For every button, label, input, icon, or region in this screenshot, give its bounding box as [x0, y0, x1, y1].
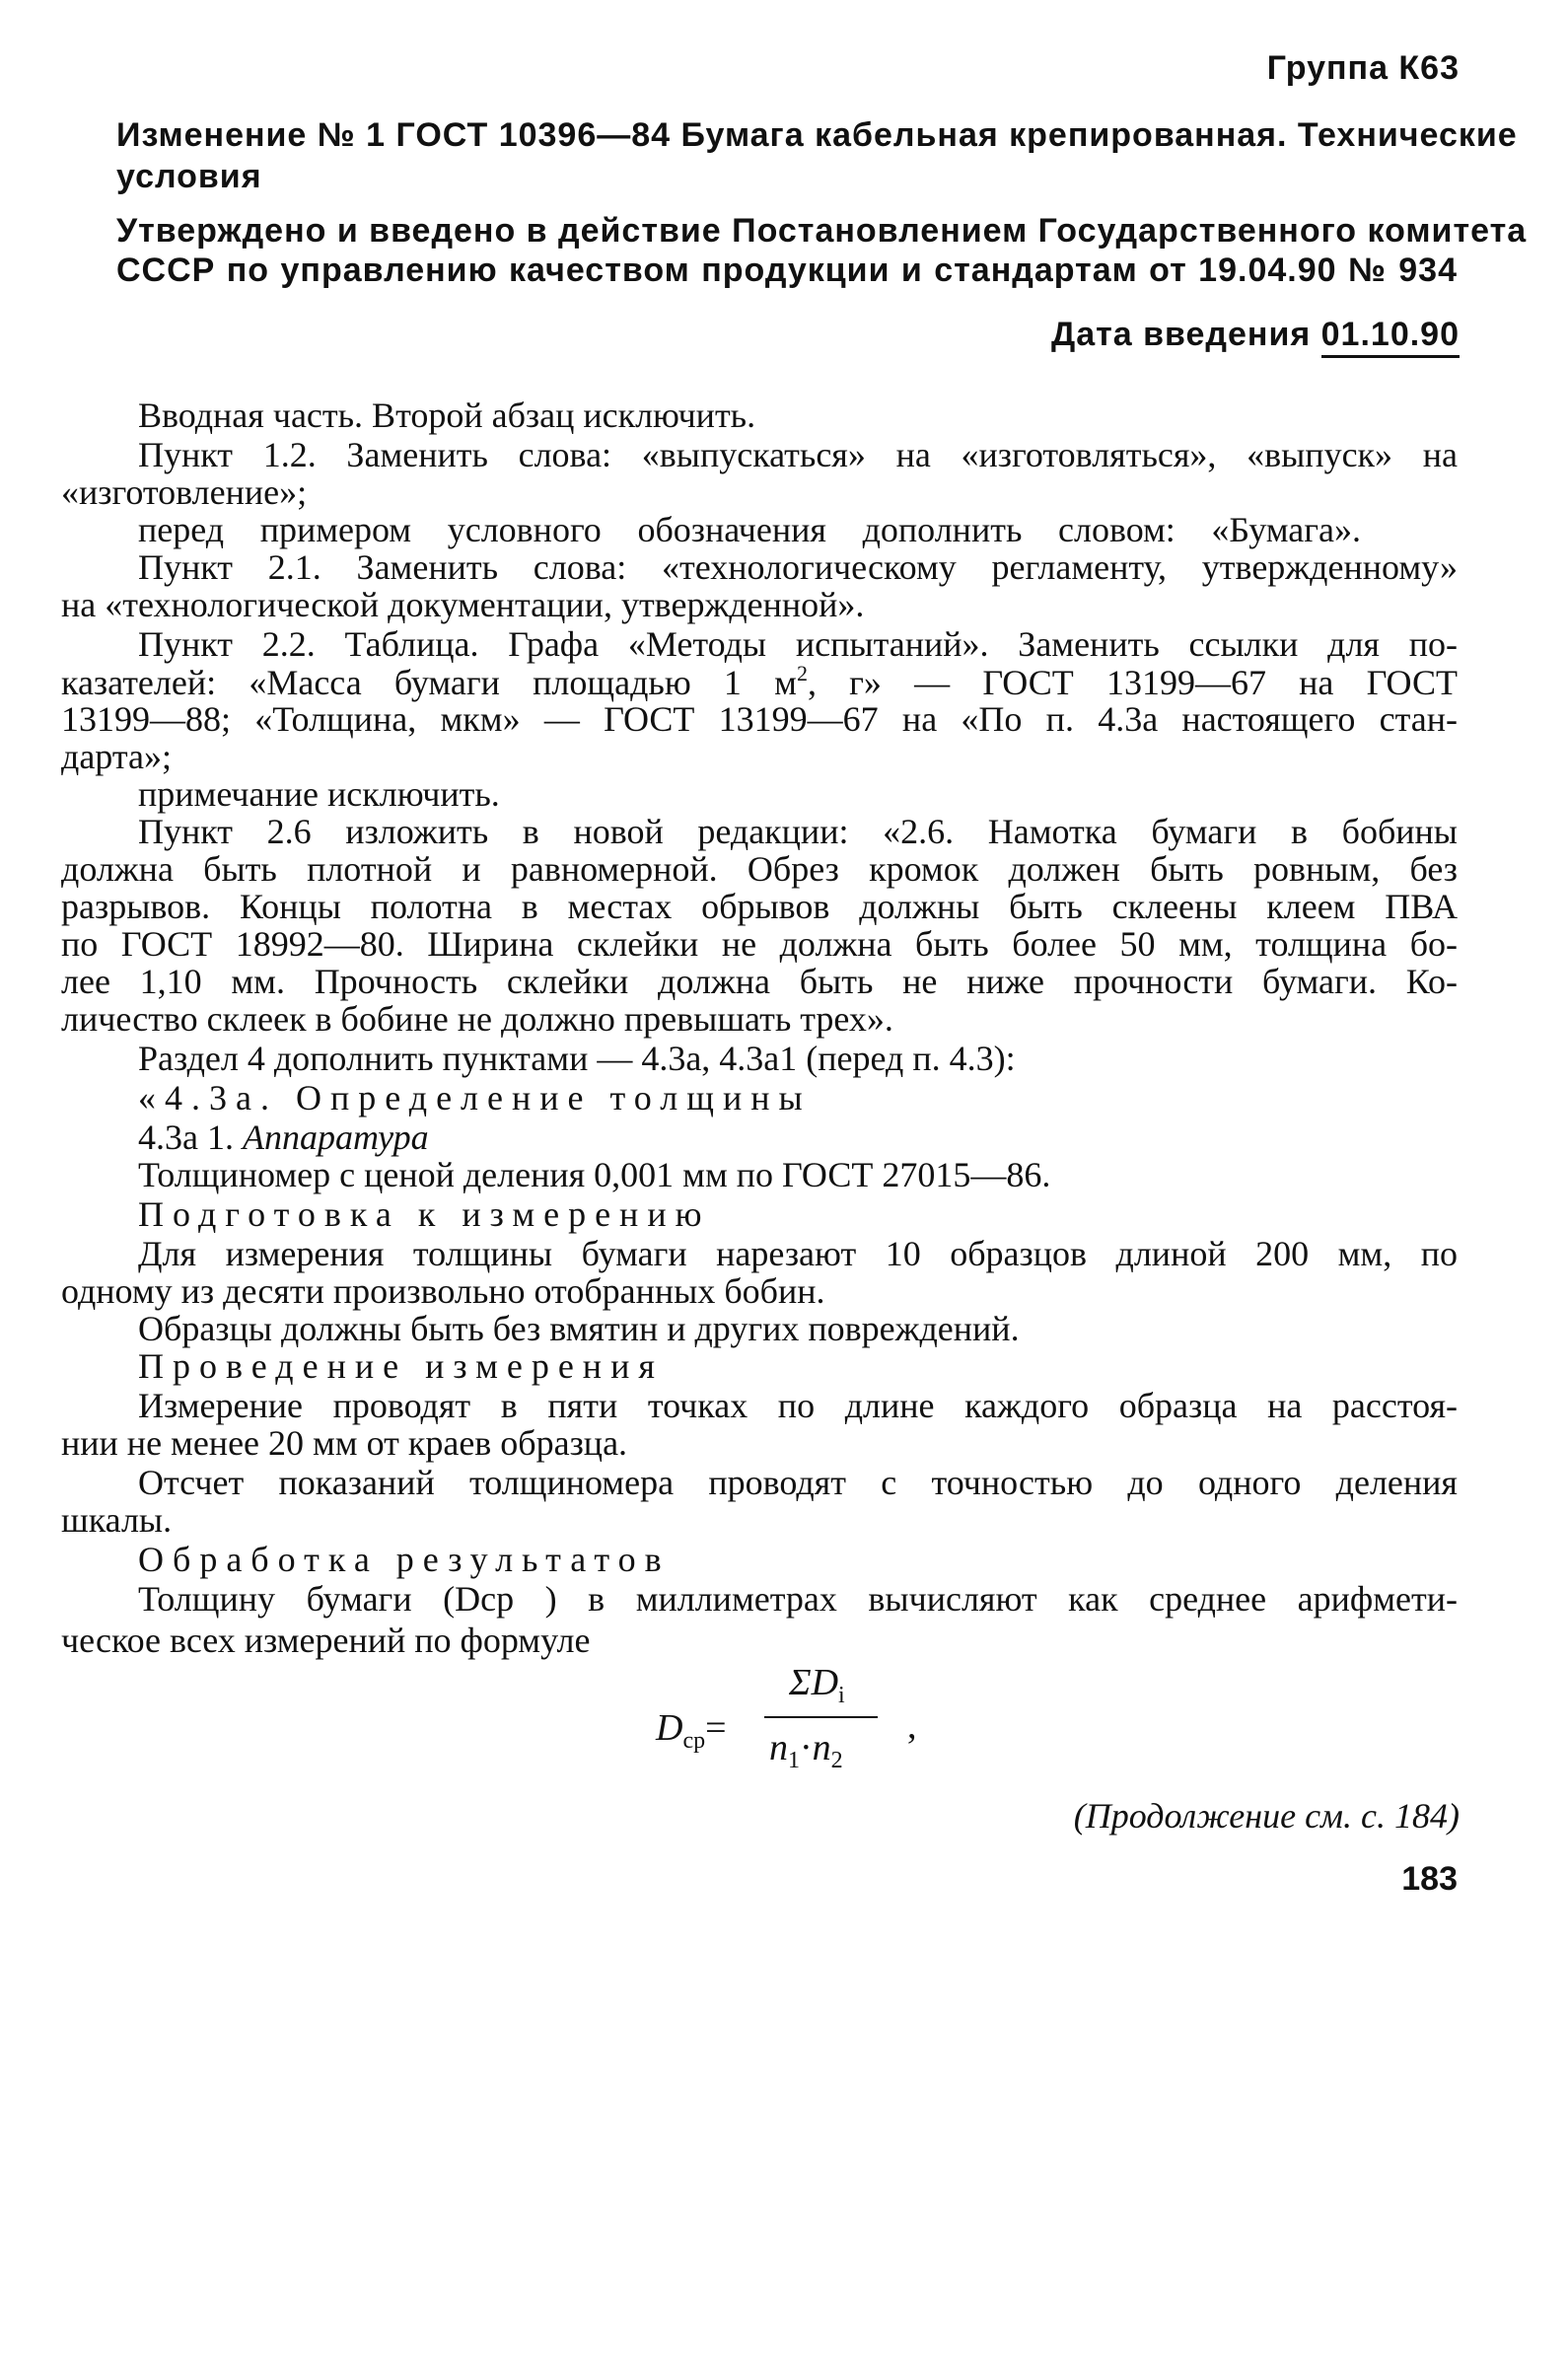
formula-subscript: ср [682, 1728, 706, 1754]
text-line: Измерение проводят в пяти точках по длине каждого образца на расстоя- [138, 1386, 1458, 1425]
effective-date-label: Дата введения [1051, 316, 1312, 353]
text-fragment: казателей: «Масса бумаги площадью 1 м [61, 663, 797, 702]
formula-symbol: D [656, 1707, 683, 1749]
text-line: Раздел 4 дополнить пунктами — 4.3а, 4.3а1 (перед п. 4.3): [138, 1039, 1016, 1078]
fraction-bar [764, 1716, 878, 1718]
text-line: Пункт 2.1. Заменить слова: «технологическому регламенту, утвержденному» [138, 547, 1458, 587]
section-heading: Проведение измерения [138, 1346, 664, 1386]
text-line: на «технологической документации, утвержденной». [61, 585, 865, 624]
effective-date [1051, 316, 1460, 354]
text-line: Толщиномер с ценой деления 0,001 мм по ГОСТ 27015—86. [138, 1155, 1051, 1194]
amendment-title-line1: Изменение № 1 ГОСТ 10396—84 Бумага кабельная крепированная. Технические [116, 116, 1518, 154]
text-line: Пункт 2.2. Таблица. Графа «Методы испытаний». Заменить ссылки для по- [138, 624, 1458, 664]
text-line: разрывов. Концы полотна в местах обрывов должны быть склеены клеем ПВА [61, 887, 1458, 926]
text-line [138, 1117, 429, 1158]
formula-symbol: n [812, 1727, 831, 1768]
section-heading: Подготовка к измерению [138, 1194, 711, 1234]
formula-dot: · [800, 1727, 813, 1768]
formula-equals: = [705, 1707, 727, 1749]
formula-sum: ΣD [789, 1662, 839, 1703]
text-line: Пункт 2.6 изложить в новой редакции: «2.6. Намотка бумаги в бобины [138, 812, 1458, 851]
text-line: лее 1,10 мм. Прочность склейки должна быть не ниже прочности бумаги. Ко- [61, 962, 1458, 1001]
text-line [61, 661, 1458, 703]
continuation-note: (Продолжение см. с. 184) [1073, 1796, 1460, 1836]
clause-number: 4.3а 1. [138, 1117, 243, 1157]
text-line: примечание исключить. [138, 774, 500, 814]
formula-subscript: i [838, 1683, 845, 1708]
text-line: шкалы. [61, 1500, 173, 1540]
formula-subscript: 1 [788, 1748, 800, 1773]
text-line: перед примером условного обозначения дополнить словом: «Бумага». [138, 510, 1361, 549]
amendment-title-line2: условия [116, 158, 262, 195]
text-line: должна быть плотной и равномерной. Обрез кромок должен быть ровным, без [61, 849, 1458, 889]
text-line: Пункт 1.2. Заменить слова: «выпускаться» на «изготовляться», «выпуск» на [138, 435, 1458, 474]
approval-line2: СССР по управлению качеством продукции и стандартам от 19.04.90 № 934 [116, 252, 1458, 289]
text-line: Образцы должны быть без вмятин и других повреждений. [138, 1309, 1020, 1348]
formula-comma: , [907, 1705, 917, 1747]
text-line: Для измерения толщины бумаги нарезают 10 образцов длиной 200 мм, по [138, 1234, 1458, 1273]
text-line: Отсчет показаний толщиномера проводят с точностью до одного деления [138, 1463, 1458, 1502]
formula-denominator [769, 1726, 843, 1774]
text-line: Толщину бумаги (Dср ) в миллиметрах вычисляют как среднее арифмети- [138, 1579, 1458, 1619]
page-number: 183 [1401, 1860, 1458, 1898]
text-line: одному из десяти произвольно отобранных бобин. [61, 1271, 825, 1311]
section-heading: «4.3а. Определение толщины [138, 1078, 812, 1117]
text-fragment: , г» — ГОСТ 13199—67 на ГОСТ [807, 663, 1458, 702]
formula-symbol: n [769, 1727, 788, 1768]
formula-numerator [789, 1661, 845, 1709]
effective-date-value: 01.10.90 [1321, 316, 1460, 358]
text-line: по ГОСТ 18992—80. Ширина склейки не должна быть более 50 мм, толщина бо- [61, 924, 1458, 964]
text-line: 13199—88; «Толщина, мкм» — ГОСТ 13199—67 на «По п. 4.3а настоящего стан- [61, 699, 1458, 739]
formula-lhs [656, 1706, 727, 1755]
section-heading: Обработка результатов [138, 1540, 671, 1579]
text-line: нии не менее 20 мм от краев образца. [61, 1423, 628, 1463]
superscript: 2 [796, 661, 808, 685]
clause-title: Аппаратура [242, 1117, 429, 1157]
group-label: Группа К63 [1266, 49, 1460, 87]
text-line: «изготовление»; [61, 472, 308, 512]
formula-subscript: 2 [830, 1748, 843, 1773]
text-line: Вводная часть. Второй абзац исключить. [138, 396, 756, 435]
approval-line1: Утверждено и введено в действие Постановлением Государственного комитета [116, 212, 1528, 250]
text-line: дарта»; [61, 737, 172, 776]
text-line: личество склеек в бобине не должно превышать трех». [61, 999, 893, 1039]
text-line: ческое всех измерений по формуле [61, 1621, 591, 1660]
